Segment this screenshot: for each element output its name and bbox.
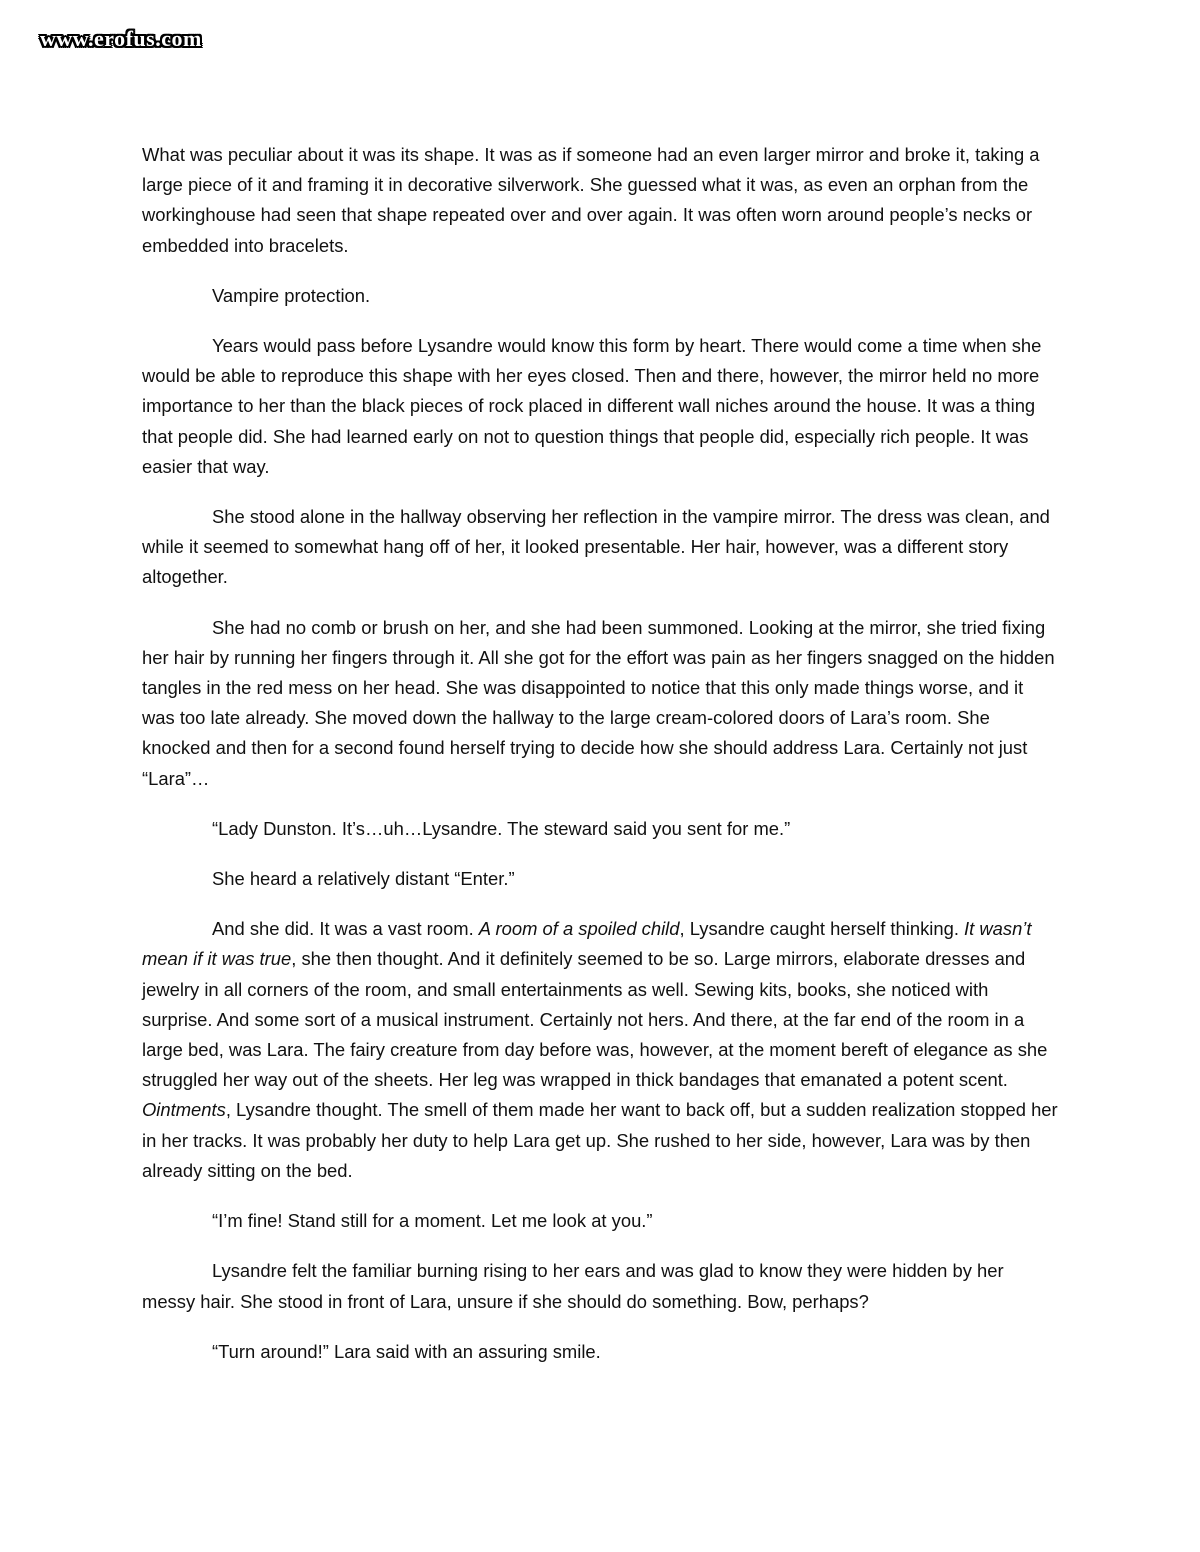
paragraph-text: Vampire protection.	[212, 284, 371, 306]
watermark-text: www.erofus.com	[40, 26, 202, 51]
italic-text: A room of a spoiled child	[478, 918, 680, 940]
paragraph-text: She had no comb or brush on her, and she had been summoned. Looking at the mirror, she tried fixing her hair by running her fingers through it. All she got for the effort was pain as her fingers snagged on the hidden tangles in the red mess on her head. She was disappointed to notice that this only made things worse, and it was too late already. She moved down the hallway to the large cream-colored doors of Lara’s room. She knocked and then for a second found herself trying to decide how she should address Lara. Certainly not just “Lara”…	[142, 616, 1055, 789]
paragraph-text: “Lady Dunston. It’s…uh…Lysandre. The steward said you sent for me.”	[212, 817, 791, 839]
italic-text: It wasn’t mean if it was true	[142, 918, 1032, 970]
paragraph-text: Years would pass before Lysandre would know this form by heart. There would come a time when she would be able to reproduce this shape with her eyes closed. Then and there, however, the mirror held no more importance to her than the black pieces of rock placed in different wall niches around the house. It was a thing that people did. She had learned early on not to question things that people did, especially rich people. It was easier that way.	[142, 335, 1042, 477]
paragraph	[142, 864, 1058, 894]
paragraph-text: Lysandre felt the familiar burning rising to her ears and was glad to know they were hidden by her messy hair. She stood in front of Lara, unsure if she should do something. Bow, perhaps?	[142, 1260, 1004, 1312]
paragraph	[142, 1337, 1058, 1367]
paragraph	[142, 281, 1058, 311]
paragraph-text: , Lysandre caught herself thinking.	[679, 918, 965, 940]
italic-text: Ointments	[142, 1099, 226, 1121]
paragraph	[142, 502, 1058, 593]
paragraph-text: “Turn around!” Lara said with an assuring smile.	[212, 1340, 601, 1362]
document-body	[142, 140, 1058, 1387]
paragraph	[142, 1256, 1058, 1316]
paragraph-text: , she then thought. And it definitely seemed to be so. Large mirrors, elaborate dresses and jewelry in all corners of the room, and small entertainments as well. Sewing kits, books, she noticed with surprise. And some sort of a musical instrument. Certainly not hers. And there, at the far end of the room in a large bed, was Lara. The fairy creature from day before was, however, at the moment bereft of elegance as she struggled her way out of the sheets. Her leg was wrapped in thick bandages that emanated a potent scent.	[142, 948, 1048, 1091]
paragraph	[142, 140, 1058, 261]
paragraph	[142, 814, 1058, 844]
paragraph-text: , Lysandre thought. The smell of them made her want to back off, but a sudden realization stopped her in her tracks. It was probably her duty to help Lara get up. She rushed to her side, however, Lara was by then already sitting on the bed.	[142, 1099, 1058, 1181]
paragraph	[142, 1206, 1058, 1236]
paragraph-text: She stood alone in the hallway observing her reflection in the vampire mirror. The dress was clean, and while it seemed to somewhat hang off of her, it looked presentable. Her hair, however, was a different story altogether.	[142, 506, 1050, 588]
paragraph	[142, 613, 1058, 794]
paragraph-text: And she did. It was a vast room.	[212, 918, 479, 940]
paragraph	[142, 331, 1058, 482]
paragraph-text: “I’m fine! Stand still for a moment. Let me look at you.”	[212, 1210, 653, 1232]
paragraph	[142, 914, 1058, 1186]
paragraph-text: What was peculiar about it was its shape. It was as if someone had an even larger mirror and broke it, taking a large piece of it and framing it in decorative silverwork. She guessed what it was, as even an orphan from the workinghouse had seen that shape repeated over and over again. It was often worn around people’s necks or embedded into bracelets.	[142, 144, 1040, 256]
paragraph-text: She heard a relatively distant “Enter.”	[212, 868, 515, 890]
